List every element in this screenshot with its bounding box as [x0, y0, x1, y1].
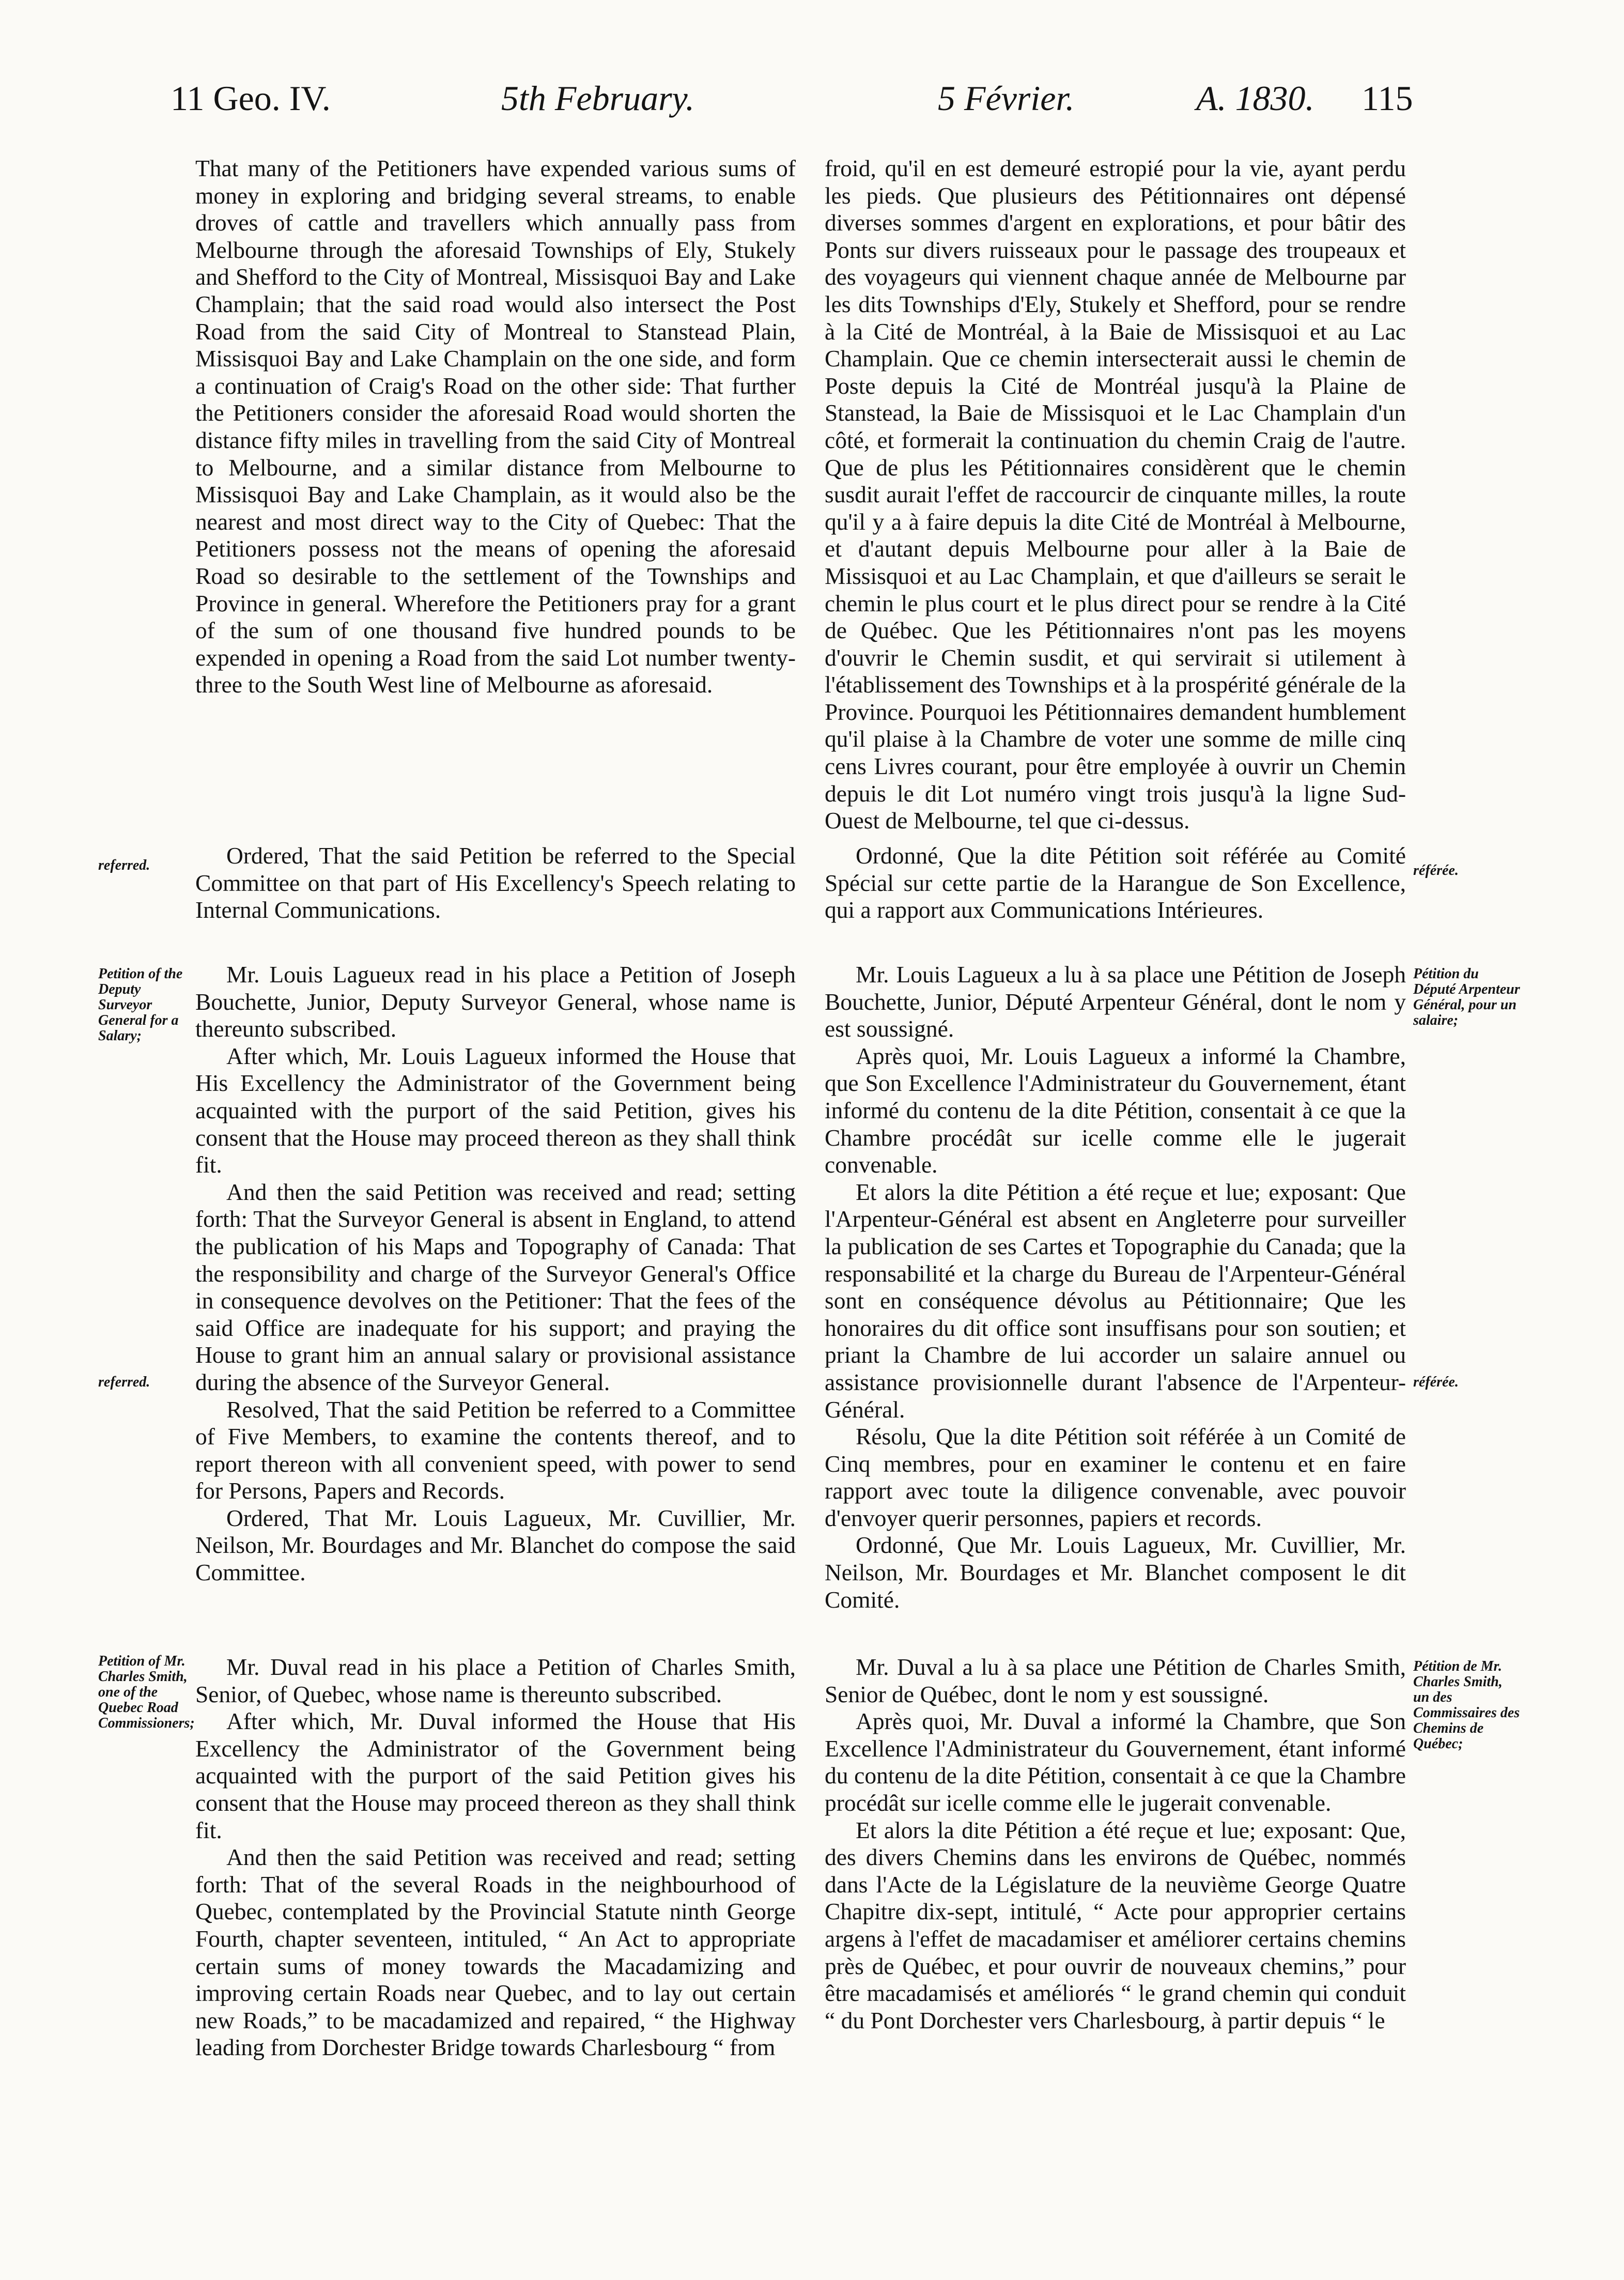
fr-block-2: [825, 842, 1406, 924]
fr-block-4: [825, 1654, 1406, 2034]
en-paragraph: Mr. Duval read in his place a Petition of Charles Smith, Senior, of Quebec, whose name is thereunto subscribed.: [195, 1654, 796, 1707]
fr-paragraph: Ordonné, Que la dite Pétition soit référée au Comité Spécial sur cette partie de la Harangue de Son Excellence, qui a rapport aux Communications Intérieures.: [825, 842, 1406, 923]
en-paragraph: That many of the Petitioners have expended various sums of money in exploring and bridging several streams, to enable droves of cattle and travellers which annually pass from Melbourne through the aforesaid Townships of Ely, Stukely and Shefford to the City of Montreal, Missisquoi Bay and Lake Champlain; that the said road would also intersect the Post Road from the said City of Montreal to Stanstead Plain, Missisquoi Bay and Lake Champlain on the one side, and form a continuation of Craig's Road on the other side: That further the Petitioners consider the aforesaid Road would shorten the distance fifty miles in travelling from the said City of Montreal to Melbourne, and a similar distance from Melbourne to Missisquoi Bay and Lake Champlain, as it would also be the nearest and most direct way to the City of Quebec: That the Petitioners possess not the means of opening the aforesaid Road so desirable to the settlement of the Townships and Province in general. Wherefore the Petitioners pray for a grant of the sum of one thousand five hundred pounds to be expended in opening a Road from the said Lot number twenty-three to the South West line of Melbourne as aforesaid.: [195, 155, 796, 698]
en-paragraph: After which, Mr. Louis Lagueux informed the House that His Excellency the Administrator of the Government being acquainted with the purport of the said Petition, gives his consent that the House may proceed thereon as they shall think fit.: [195, 1042, 796, 1178]
header-date-english: 5th February.: [501, 79, 694, 118]
fr-paragraph: Résolu, Que la dite Pétition soit référée à un Comité de Cinq membres, pour en examiner le contenu et en faire rapport avec toute la diligence convenable, avec pouvoir d'envoyer querir personnes, papiers et records.: [825, 1423, 1406, 1531]
fr-paragraph: Et alors la dite Pétition a été reçue et lue; exposant: Que l'Arpenteur-Général est absent en Angleterre pour surveiller la publication de ses Cartes et Topographie du Canada; que la responsabilité et la charge du Bureau de l'Arpenteur-Général sont en conséquence dévolus au Pétitionnaire; Que les honoraires du dit office sont insuffisans pour son soutien; et priant la Chambre de lui accorder un salaire annuel ou assistance provisionnelle durant l'absence de l'Arpenteur-Général.: [825, 1178, 1406, 1423]
fr-block-1: [825, 155, 1406, 835]
en-block-2: [195, 842, 796, 924]
fr-block-3: [825, 961, 1406, 1613]
header-date-french: 5 Février.: [938, 79, 1075, 118]
en-paragraph: Resolved, That the said Petition be referred to a Committee of Five Members, to examine the contents thereof, and to report thereon with all convenient speed, with power to send for Persons, Papers and Records.: [195, 1396, 796, 1504]
fr-paragraph: Après quoi, Mr. Louis Lagueux a informé la Chambre, que Son Excellence l'Administrateur du Gouvernement, étant informé du contenu de la dite Pétition, consentait à ce que la Chambre procédât sur icelle comme elle le jugerait convenable.: [825, 1042, 1406, 1178]
en-paragraph: And then the said Petition was received and read; setting forth: That of the several Roads in the neighbourhood of Quebec, contemplated by the Provincial Statute ninth George Fourth, chapter seventeen, intituled, “ An Act to appropriate certain sums of money towards the Macadamizing and improving certain Roads near Quebec, and to lay out certain new Roads,” to be macadamized and repaired, “ the Highway leading from Dorchester Bridge towards Charlesbourg “ from: [195, 1844, 796, 2061]
margin-note-right: Pétition de Mr. Charles Smith, un des Commissaires des Chemins de Québec;: [1413, 1658, 1520, 1752]
en-block-3: [195, 961, 796, 1586]
margin-note-right: référée.: [1413, 862, 1459, 879]
en-paragraph: Mr. Louis Lagueux read in his place a Petition of Joseph Bouchette, Junior, Deputy Surveyor General, whose name is thereunto subscribed.: [195, 961, 796, 1042]
en-paragraph: And then the said Petition was received and read; setting forth: That the Surveyor General is absent in England, to attend the publication of his Maps and Topography of Canada: That the responsibility and charge of the Surveyor General's Office in consequence devolves on the Petitioner: That the fees of the said Office are inadequate for his support; and praying the House to grant him an annual salary or provisional assistance during the absence of the Surveyor General.: [195, 1178, 796, 1395]
fr-paragraph: Après quoi, Mr. Duval a informé la Chambre, que Son Excellence l'Administrateur du Gouvernement, étant informé du contenu de la dite Pétition, consentait à ce que la Chambre procédât sur icelle comme elle le jugerait convenable.: [825, 1708, 1406, 1816]
margin-note-left: referred.: [98, 857, 150, 873]
en-block-1: [195, 155, 796, 699]
header-year: A. 1830.: [1196, 79, 1314, 118]
en-paragraph: Ordered, That the said Petition be referred to the Special Committee on that part of His Excellency's Speech relating to Internal Communications.: [195, 842, 796, 923]
page-number: 115: [1362, 79, 1413, 118]
en-block-4: [195, 1654, 796, 2061]
fr-paragraph: Ordonné, Que Mr. Louis Lagueux, Mr. Cuvillier, Mr. Neilson, Mr. Bourdages et Mr. Blanchet composent le dit Comité.: [825, 1532, 1406, 1613]
fr-paragraph: Et alors la dite Pétition a été reçue et lue; exposant: Que, des divers Chemins dans les environs de Québec, nommés dans l'Acte de la Législature de la neuvième George Quatre Chapitre dix-sept, intitulé, “ Acte pour approprier certains argens à l'effet de macadamiser et améliorer certains chemins près de Québec, et pour ouvrir de nouveaux chemins,” pour être macadamisés et améliorés “ le grand chemin qui conduit “ du Pont Dorchester vers Charlesbourg, à partir depuis “ le: [825, 1816, 1406, 2033]
fr-paragraph: froid, qu'il en est demeuré estropié pour la vie, ayant perdu les pieds. Que plusieurs des Pétitionnaires ont dépensé diverses sommes d'argent en explorations, et pour bâtir des Ponts sur divers ruisseaux pour le passage des troupeaux et des voyageurs qui viennent chaque année de Melbourne par les dits Townships d'Ely, Stukely et Shefford, pour se rendre à la Cité de Montréal, à la Baie de Missisquoi et au Lac Champlain. Que ce chemin intersecterait aussi le chemin de Poste depuis la Cité de Montréal jusqu'à la Plaine de Stanstead, la Baie de Missisquoi et le Lac Champlain d'un côté, et formerait la continuation du chemin Craig de l'autre. Que de plus les Pétitionnaires considèrent que le chemin susdit aurait l'effet de raccourcir de cinquante milles, la route qu'il y a à faire depuis la dite Cité de Montréal à Melbourne, et d'autant depuis Melbourne pour aller à la Baie de Missisquoi et au Lac Champlain, et que d'ailleurs se serait le chemin le plus court et le plus direct pour se rendre à la Cité de Québec. Que les Pétitionnaires n'ont pas les moyens d'ouvrir le Chemin susdit, et qui servirait si utilement à l'établissement des Townships et à la prospérité générale de la Province. Pourquoi les Pétitionnaires demandent humblement qu'il plaise à la Chambre de voter une somme de mille cinq cens Livres courant, pour être employée à ouvrir un Chemin depuis le dit Lot numéro vingt trois jusqu'à la ligne Sud-Ouest de Melbourne, tel que ci-dessus.: [825, 155, 1406, 834]
en-paragraph: Ordered, That Mr. Louis Lagueux, Mr. Cuvillier, Mr. Neilson, Mr. Bourdages and Mr. Blanchet do compose the said Committee.: [195, 1504, 796, 1586]
en-paragraph: After which, Mr. Duval informed the House that His Excellency the Administrator of the Government being acquainted with the purport of the said Petition gives his consent that the House may proceed thereon as they shall think fit.: [195, 1708, 796, 1843]
fr-paragraph: Mr. Louis Lagueux a lu à sa place une Pétition de Joseph Bouchette, Junior, Député Arpenteur Général, dont le nom y est soussigné.: [825, 961, 1406, 1042]
margin-note-left: referred.: [98, 1374, 150, 1390]
fr-paragraph: Mr. Duval a lu à sa place une Pétition de Charles Smith, Senior de Québec, dont le nom y est soussigné.: [825, 1654, 1406, 1707]
margin-note-left: Petition of Mr. Charles Smith, one of the Quebec Road Commissioners;: [98, 1653, 195, 1731]
margin-note-right: Pétition du Député Arpenteur Général, pour un salaire;: [1413, 966, 1520, 1028]
margin-note-right: référée.: [1413, 1374, 1459, 1390]
regnal-year: 11 Geo. IV.: [171, 79, 331, 118]
margin-note-left: Petition of the Deputy Surveyor General for a Salary;: [98, 966, 183, 1044]
